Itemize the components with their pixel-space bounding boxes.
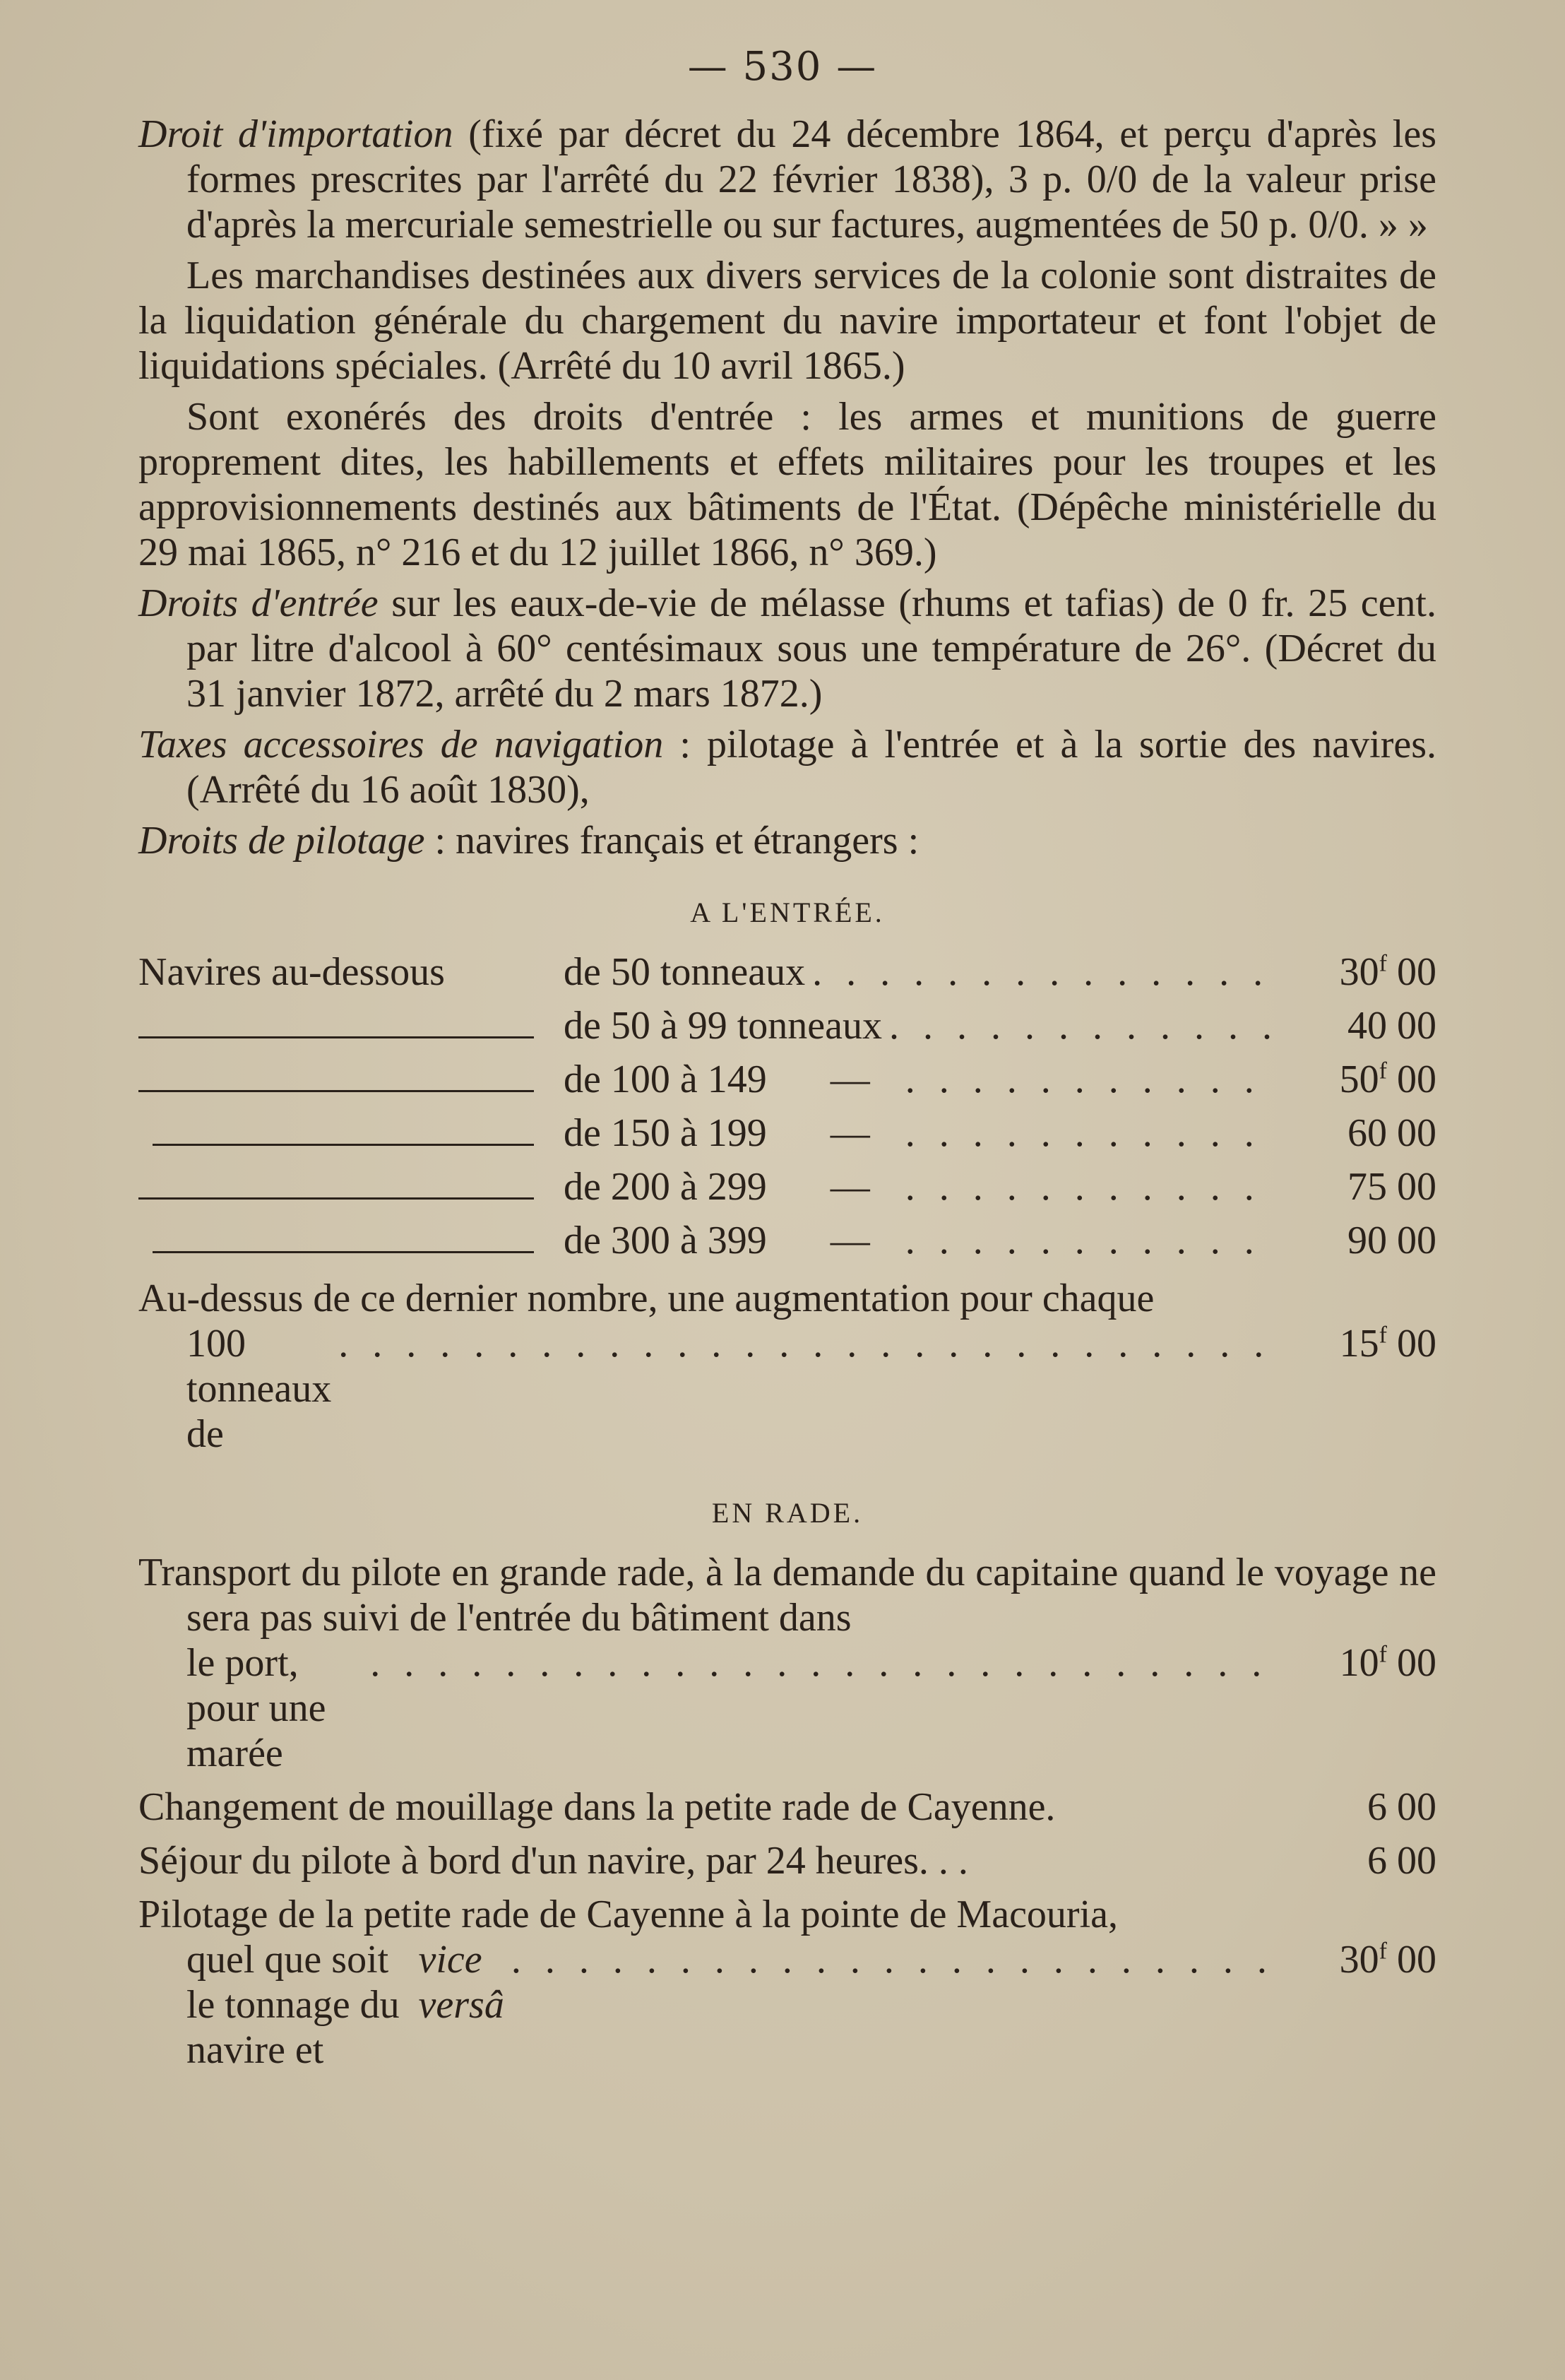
term-droits-entree: Droits d'entrée: [138, 581, 379, 625]
entry-pilotage-petite-rade: Pilotage de la petite rade de Cayenne à la pointe de Macouria, quel que soit le tonnage du navire et vice versâ . . . 30$^f$ 00: [138, 1892, 1436, 2073]
rate-prefix: Navires au-dessous: [138, 950, 445, 994]
leader-dots: [889, 1003, 1274, 1048]
entry-amount: 30$^f$ 00: [1339, 1938, 1436, 1982]
rate-amount: 30$^f$ 00: [1339, 950, 1436, 994]
paragraph-droits-pilotage: [138, 818, 1436, 863]
leader-dots: [905, 1164, 1274, 1209]
paragraph-exoneres: Sont exonérés des droits d'entrée : les armes et munitions de guerre proprement dites, les habillements et effets militaires pour les troupes et les approvisionnements destinés aux bâtiments de l'État. (Dépêche ministérielle du 29 mai 1865, n° 216 et du 12 juillet 1866, n° 369.): [138, 395, 1436, 574]
leader-dots: [905, 1057, 1274, 1102]
rate-range: de 150 à 199: [564, 1111, 767, 1155]
ditto-rule: [138, 1190, 564, 1200]
rate-row: [138, 949, 1436, 1003]
page-body: [138, 112, 1436, 2073]
rates-table-entree: [138, 949, 1436, 1272]
rate-range: de 50 à 99 tonneaux: [564, 1004, 882, 1048]
rate-range: de 200 à 299: [564, 1165, 767, 1209]
rade-entries: [138, 1550, 1436, 2073]
rate-amount: 50$^f$ 00: [1339, 1058, 1436, 1101]
paragraph-droit-importation: [138, 112, 1436, 247]
ditto-dash: —: [830, 1165, 870, 1209]
entry-amount: 10$^f$ 00: [1339, 1641, 1436, 1685]
rate-range: de 100 à 149: [564, 1058, 767, 1101]
entry-amount: 6 00: [1367, 1785, 1436, 1829]
section-heading-rade: EN RADE.: [711, 1497, 864, 1529]
paragraph-marchandises: Les marchandises destinées aux divers services de la colonie sont distraites de la liquidation générale du chargement du navire importateur et font l'objet de liquidations spéciales. (Arrêté du 10 avril 1865.): [138, 254, 1436, 388]
paragraph-text: sur les eaux-de-vie de mélasse (rhums et tafias) de 0 fr. 25 cent. par litre d'alcool à 60° centésimaux sous une température de 26°. (Décret du 31 janvier 1872, arrêté du 2 mars 1872.): [186, 581, 1436, 716]
ditto-rule: [138, 1137, 564, 1146]
leader-dots: [511, 1937, 1274, 1982]
leader-dots: [338, 1321, 1274, 1366]
term-droits-pilotage: Droits de pilotage: [138, 819, 425, 863]
rate-row: [138, 1003, 1436, 1057]
ditto-rule: [138, 1244, 564, 1253]
rate-amount: 40 00: [1347, 1004, 1436, 1048]
ditto-rule: [138, 1083, 564, 1092]
augmentation-continuation: [138, 1321, 1436, 1457]
paragraph-taxes-navigation: [138, 722, 1436, 812]
augmentation-entry: [138, 1276, 1436, 1457]
augmentation-label: 100 tonneaux de: [186, 1322, 332, 1456]
rate-amount: 60 00: [1347, 1111, 1436, 1155]
paragraph-text: : pilotage à l'entrée et à la sortie des navires. (Arrêté du 16 août 1830),: [186, 723, 1436, 812]
rate-amount: 75 00: [1347, 1165, 1436, 1209]
entry-amount: 6 00: [1367, 1839, 1436, 1883]
rate-range: de 300 à 399: [564, 1219, 767, 1262]
ditto-dash: —: [830, 1058, 870, 1101]
ditto-dash: —: [830, 1111, 870, 1155]
augmentation-line: Au-dessus de ce dernier nombre, une augmentation pour chaque: [138, 1277, 1155, 1320]
leader-dots: [905, 1111, 1274, 1156]
leader-dots: [905, 1218, 1274, 1263]
term-droit-importation: Droit d'importation: [138, 112, 453, 156]
leader-dots: [370, 1640, 1274, 1686]
paragraph-droits-entree: [138, 581, 1436, 716]
entry-transport-pilote: Transport du pilote en grande rade, à la demande du capitaine quand le voyage ne sera pas suivi de l'entrée du bâtiment dans: [138, 1551, 1436, 1640]
entry-pilotage-continuation: quel que soit le tonnage du navire et vice versâ . . . 30$^f$ 00: [138, 1937, 1436, 2073]
leader-dots: [812, 949, 1274, 995]
rate-row: [138, 1111, 1436, 1164]
entry-transport-continuation: le port, pour une marée . . . 10$^f$ 00: [138, 1640, 1436, 1776]
term-taxes-navigation: Taxes accessoires de navigation: [138, 723, 664, 766]
entry-changement-mouillage: Changement de mouillage dans la petite rade de Cayenne. 6 00: [138, 1785, 1436, 1829]
entry-sejour-pilote: Séjour du pilote à bord d'un navire, par 24 heures. . . 6 00: [138, 1839, 1436, 1883]
paragraph-text: (fixé par décret du 24 décembre 1864, et perçu d'après les formes prescrites par l'arrêté du 22 février 1838), 3 p. 0/0 de la valeur prise d'après la mercuriale semestrielle ou sur factures, augmentées de 50 p. 0/0. » »: [186, 112, 1437, 247]
augmentation-amount: 15$^f$ 00: [1339, 1322, 1436, 1366]
ditto-rule: [138, 1029, 564, 1038]
rate-row: [138, 1218, 1436, 1272]
page-number: — 530 —: [687, 44, 878, 90]
rate-amount: 90 00: [1347, 1219, 1436, 1262]
ditto-dash: —: [830, 1219, 870, 1262]
rate-row: [138, 1164, 1436, 1218]
section-heading-entree: A L'ENTRÉE.: [690, 896, 885, 928]
rate-range: de 50 tonneaux: [564, 950, 806, 994]
paragraph-text: : navires français et étrangers :: [424, 819, 920, 863]
rate-row: [138, 1057, 1436, 1111]
